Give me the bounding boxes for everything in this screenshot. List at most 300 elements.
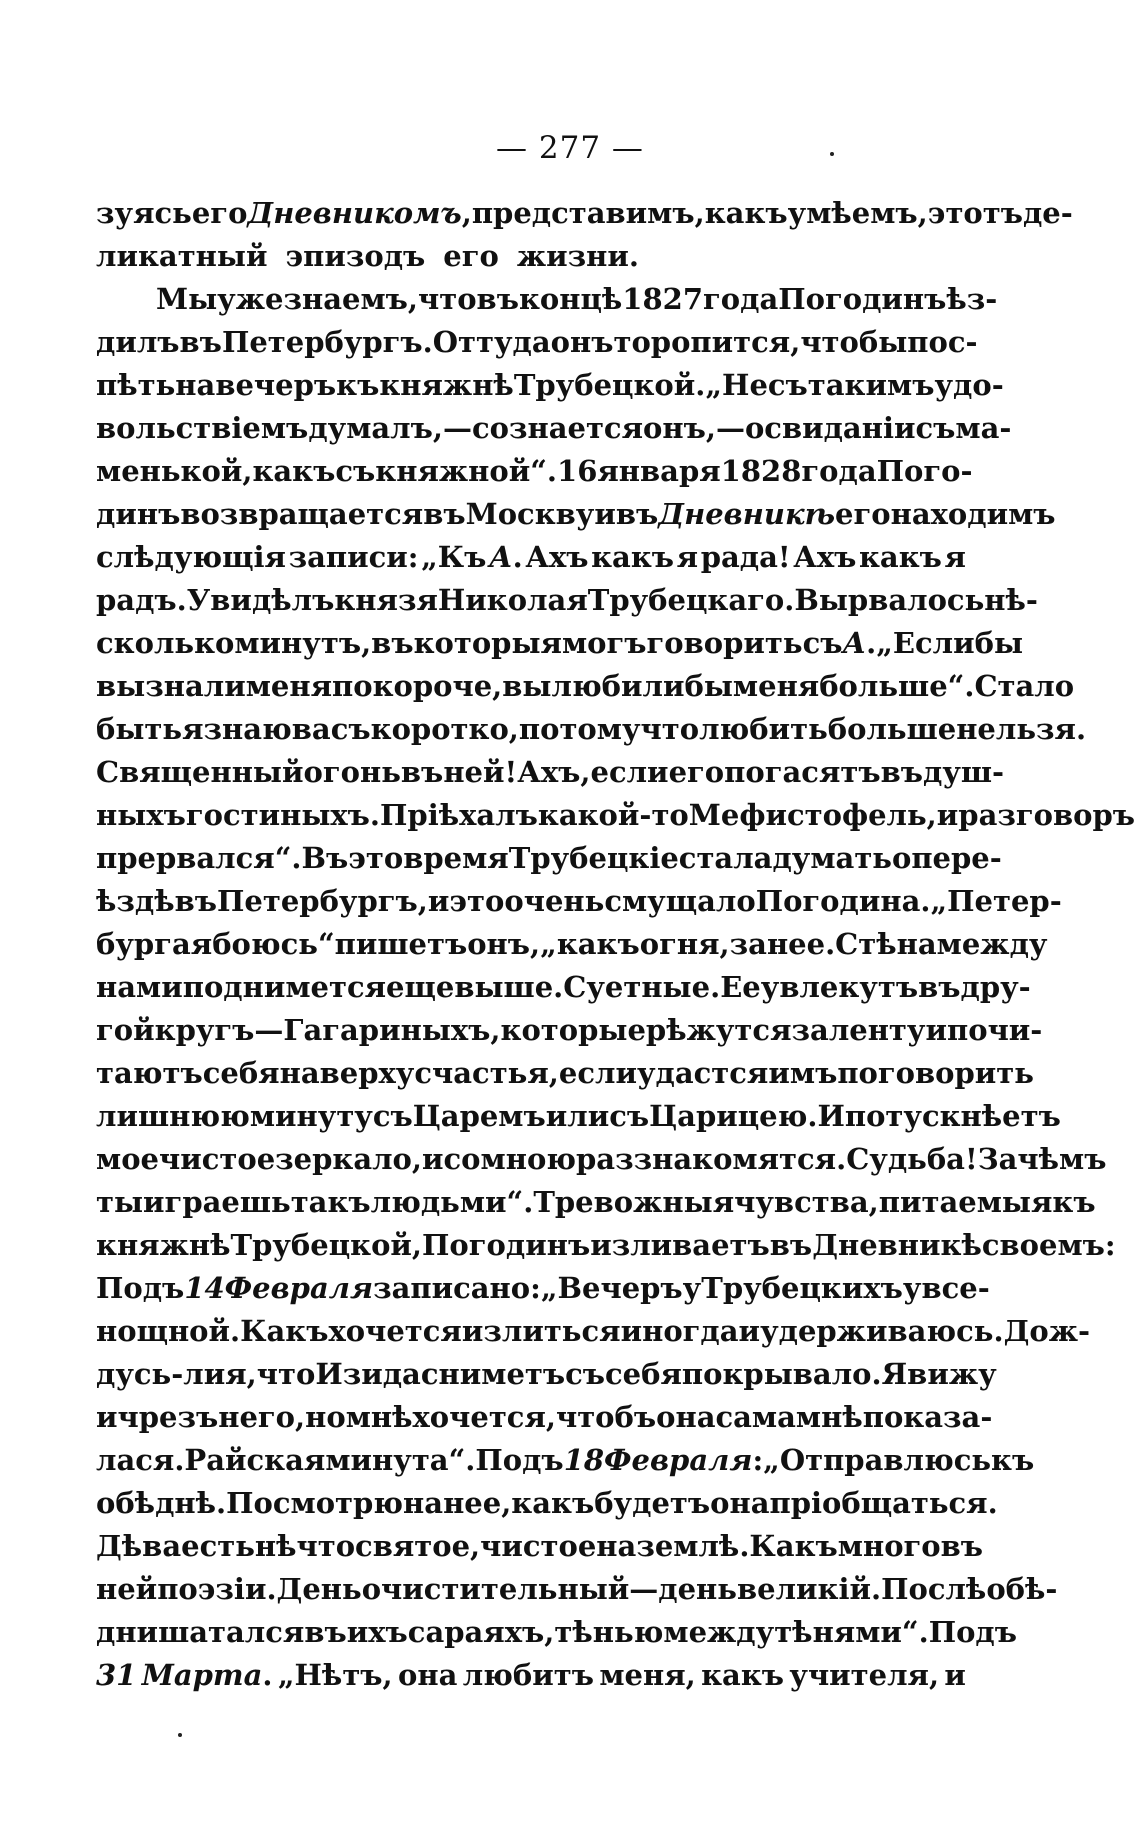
word: святое, [355,1529,481,1563]
word: потому [518,712,641,746]
word: де- [1022,196,1073,230]
word: Подъ [928,1615,1018,1649]
word: питаемыя [878,1185,1053,1219]
word: изливаетъ [590,1228,770,1262]
word: въ [304,1615,347,1649]
word: года [801,454,877,488]
word: какъ [591,540,675,574]
word: нее. [766,927,836,961]
word: съ [372,1099,413,1133]
word: ма- [955,411,1012,445]
word: День [276,1572,362,1606]
word: больше“. [819,669,975,703]
word [184,1267,224,1310]
word: боюсь“ [212,927,335,961]
word: я [944,540,966,574]
word: Увидѣлъ [186,583,335,617]
word: хочется, [412,1400,556,1434]
word: И [817,1099,845,1133]
word: которые [500,1013,646,1047]
word: хочется [328,1314,462,1348]
word: — [715,411,745,445]
word: почи- [947,1013,1043,1047]
word: пере- [911,841,1002,875]
text-line [96,536,966,579]
word: время [403,841,509,875]
word: раззнакомятся. [576,1142,847,1176]
word: какъ [511,1486,595,1520]
word: обѣднѣ. [96,1486,227,1520]
italic-text: 18 [563,1443,605,1477]
word: 16 [557,454,598,488]
text-line [96,1267,990,1310]
word: бурга [96,927,191,961]
word: торопится, [613,325,801,359]
word: какъ [858,540,942,574]
word: ныхъ [96,798,186,832]
word: Ахъ [793,540,857,574]
word: свиданіи [764,411,916,445]
word: и [96,1400,118,1434]
word: Трубецкой, [230,1228,423,1262]
word: огонь [303,755,401,789]
word: огня, [639,927,730,961]
word: быть [96,712,183,746]
word: вы [502,669,552,703]
word: смущало [604,884,756,918]
word: учителя, [789,1658,940,1692]
word: обѣ- [986,1572,1058,1606]
text-line [96,1568,1058,1611]
word: записи: [288,540,419,574]
word: Трубецкихъ [701,1271,903,1305]
word: со [443,1142,481,1176]
word: меня [732,669,820,703]
word: себя [202,1056,280,1090]
word: Трубецкіе [508,841,679,875]
word: я [190,927,213,961]
word: между [936,927,1048,961]
word: мнѣ [345,1400,413,1434]
word: о [891,841,912,875]
word: тѣнью [554,1615,664,1649]
word: вижу [907,1357,997,1391]
word: князя [334,583,438,617]
word: Трубецкой. [513,368,706,402]
word: княжнѣ [96,1228,231,1262]
word: Я [881,1357,908,1391]
word: за [791,1013,829,1047]
word: знаемъ, [283,282,418,316]
word: Ее [720,970,761,1004]
word: у [902,1271,922,1305]
text-line [96,1052,1034,1095]
word: меня [245,669,333,703]
word: на [403,1486,444,1520]
word: у [682,1271,702,1305]
word: ты [96,1185,144,1219]
word: „Вечеръ [540,1271,683,1305]
text-line [96,1525,984,1568]
word: нѣ- [984,583,1038,617]
text-line [96,708,1087,751]
word: это [348,841,404,875]
word: А. [842,626,877,660]
word: чистое [480,1529,597,1563]
word: съ [565,1357,606,1391]
word: находимъ [890,497,1056,531]
word: поэзіи. [157,1572,277,1606]
word: прервался“. [96,841,302,875]
text-line [96,192,1073,235]
word: уже [217,282,284,316]
word: рѣжутся [645,1013,792,1047]
word: какъ [252,454,336,488]
word: и [925,1013,947,1047]
word: я, [225,1357,257,1391]
text-line [96,1310,1091,1353]
word: будетъ [594,1486,711,1520]
word: Петербургъ, [217,884,428,918]
word: ней! [443,755,518,789]
word: любитъ [462,1658,594,1692]
text-line [96,1611,1018,1654]
word: ѣз- [946,282,998,316]
word: Подъ [475,1443,564,1477]
word: Ахъ, [517,755,591,789]
word: умѣемъ, [787,196,928,230]
word: Погодинъ [422,1228,591,1262]
word: въ [179,325,222,359]
word: Оттуда [432,325,551,359]
italic-text: Февраля [604,1443,753,1477]
word: и [936,798,959,832]
word: съ [335,454,376,488]
word: Пого- [876,454,973,488]
word: которыя [413,626,562,660]
word: къ [336,368,380,402]
word: она [656,1400,716,1434]
word: Стало [974,669,1075,703]
italic-text: 14 [184,1271,225,1305]
word: удо- [934,368,1004,402]
word: рада! [700,540,791,574]
word: Дневникомъ, [247,196,472,230]
word: минуту [249,1099,373,1133]
text-line [96,407,1012,450]
word: за [729,927,767,961]
word: Февраля: [604,1443,764,1477]
word: еще [386,970,455,1004]
word: Тревожныя [533,1185,735,1219]
word: показа- [862,1400,993,1434]
word: чтобы [800,325,908,359]
word: эпизодъ [285,239,426,273]
word: Посмотрю [226,1486,404,1520]
word: княжнѣ [379,368,514,402]
word: людьми“. [370,1185,534,1219]
word: въ [940,1529,984,1563]
text-line [96,1224,1116,1267]
text-line [96,794,1136,837]
word: разговоръ [958,798,1136,832]
word: на [596,1529,637,1563]
word: Изида [315,1357,421,1391]
word: и [944,1658,966,1692]
word: Суетные. [563,970,721,1004]
word: ихъ [346,1615,408,1649]
word: удастся [636,1056,769,1090]
word: „Не [705,368,768,402]
word: Райская [184,1443,326,1477]
word: зеркало, [275,1142,422,1176]
word: много [837,1529,941,1563]
word: шатался [158,1615,305,1649]
word: думать [772,841,892,875]
word: какой-то [537,798,689,832]
word: Марта. [141,1658,273,1692]
word: Петербургъ. [221,325,433,359]
word: А. [489,540,523,574]
text-line [96,493,1056,536]
italic-text: А [489,540,513,574]
word: зуясь [96,196,192,230]
text-line [96,622,1024,665]
word: поговорить [837,1056,1034,1090]
word: ѣздѣ [96,884,175,918]
word: дру- [960,970,1031,1004]
word: Дож- [1003,1314,1091,1348]
word: въ [615,497,659,531]
word: иногда [620,1314,739,1348]
text-line [96,837,1002,880]
word: Пріѣхалъ [380,798,538,832]
word: коротко, [370,712,519,746]
word: Дѣва [96,1529,182,1563]
text-line [96,665,1075,708]
text-line [96,1009,1043,1052]
word [225,1267,373,1310]
italic-text: Дневникѣ [658,497,836,531]
text-line [96,364,1004,407]
word: если [590,755,669,789]
word: къ [1052,1185,1096,1219]
word: могъ [561,626,647,660]
word: и [738,1314,761,1348]
word: своемъ: [981,1228,1116,1262]
word: гой [96,1013,155,1047]
word: вольствіемъ [96,411,309,445]
word: лася. [96,1443,185,1477]
word: въ [476,282,519,316]
word [96,1654,136,1697]
word: съ [915,411,956,445]
word: Царемъ [412,1099,546,1133]
word: Дневникѣ [812,1228,982,1262]
word: января [597,454,721,488]
word: жизни. [516,239,640,273]
word: любить [699,712,828,746]
word: мое [96,1142,159,1176]
word: въ [371,626,414,660]
word: Мефистофель, [688,798,937,832]
word: нощной. [96,1314,241,1348]
word: чтобъ [555,1400,657,1434]
word: больше [827,712,957,746]
word: него, [218,1400,306,1434]
word: дилъ [96,325,180,359]
word: излиться [461,1314,621,1348]
word: знаю [203,712,292,746]
text-line [96,579,1038,622]
text-line [96,751,1005,794]
page-number: — 277 — [496,130,644,166]
word: между [663,1615,775,1649]
word: ленту [828,1013,926,1047]
word: пос- [907,325,978,359]
text-line [96,880,1062,923]
word: дни [96,1615,159,1649]
word: Какъ [240,1314,329,1348]
word: нѣчто [254,1529,356,1563]
word: я [182,712,204,746]
word: думалъ, [308,411,443,445]
word: „Отправлюсь [763,1443,992,1477]
word [564,1439,604,1482]
word: васъ [291,712,371,746]
word: чистое [158,1142,276,1176]
text-line [96,321,978,364]
word: какъ [701,1658,785,1692]
word: и [594,497,616,531]
word: о [744,411,765,445]
word: года [703,282,779,316]
word: радъ. [96,583,187,617]
print-speck [178,1733,182,1737]
text-line [96,1181,1096,1224]
word: „Еслибы [876,626,1024,660]
word: его [443,239,499,273]
text-line [96,278,998,321]
word: знали [145,669,246,703]
text-line [96,1654,966,1697]
italic-text: 31 [96,1658,137,1692]
word: это [449,884,505,918]
word: чрезъ [117,1400,219,1434]
word: 1828 [720,454,802,488]
word: говорить [646,626,803,660]
word: — [442,411,472,445]
word: минутъ, [234,626,372,660]
word: записано: [373,1271,541,1305]
word: возвращается [180,497,424,531]
word: удерживаюсь. [760,1314,1004,1348]
word: на [175,368,216,402]
word: увлекутъ [760,970,919,1004]
word: динъ [96,497,181,531]
word: къ [991,1443,1035,1477]
word: есть [181,1529,255,1563]
word: въ [400,755,444,789]
word: Царицею. [649,1099,818,1133]
word: чувства, [734,1185,879,1219]
word: она [398,1658,458,1692]
word: съ [609,1099,650,1133]
word: Москву [465,497,595,531]
word: „Къ [421,540,487,574]
word: пѣть [96,368,176,402]
word [658,493,835,536]
word: концѣ [518,282,623,316]
italic-text: Февраля [224,1271,374,1305]
word: потускнѣетъ [844,1099,1061,1133]
word: сознается [471,411,644,445]
word: таютъ [96,1056,203,1090]
word: дусь-ли [96,1357,226,1391]
word: нами [96,970,183,1004]
word: сниметъ [420,1357,566,1391]
word: менькой, [96,454,253,488]
text-line [96,966,1031,1009]
word: все- [921,1271,990,1305]
word: Стѣна [835,927,937,961]
word: Послѣ [881,1572,987,1606]
word: Какъ [749,1529,838,1563]
word: любили [551,669,685,703]
word: поднимется [182,970,387,1004]
word: онъ, [467,927,541,961]
word: его [191,196,248,230]
text-line [96,1095,1061,1138]
word: представимъ, [471,196,705,230]
word: Мы [156,282,218,316]
text-line [96,1396,993,1439]
word: что [418,282,477,316]
word: землѣ. [636,1529,750,1563]
word: мнѣ [795,1400,863,1434]
text-line [96,1482,998,1525]
word: Вырвалось [794,583,985,617]
word: что [256,1357,316,1391]
text-line [96,1439,1035,1482]
word: Зачѣмъ [977,1142,1107,1176]
word: погасятъ [724,755,881,789]
word: на [279,1056,320,1090]
word: его [668,755,725,789]
word: вы [96,669,146,703]
word: съ [767,368,808,402]
word: Въ [301,841,349,875]
word: нельзя. [956,712,1087,746]
word: „Петер- [930,884,1062,918]
word: очень [504,884,605,918]
word: такимъ [807,368,935,402]
print-speck [830,152,834,156]
word: я [676,540,699,574]
word: Трубецкаго. [587,583,795,617]
word: и [422,1142,444,1176]
word: вечеръ [215,368,337,402]
word: минута“. [325,1443,476,1477]
word: выше. [454,970,564,1004]
word: онъ, [643,411,716,445]
word: ней [96,1572,158,1606]
word: кругъ—Гагариныхъ, [154,1013,501,1047]
word: лишнюю [96,1099,250,1133]
word: пріобщаться. [769,1486,998,1520]
word: пишетъ [334,927,468,961]
word: душ- [923,755,1005,789]
